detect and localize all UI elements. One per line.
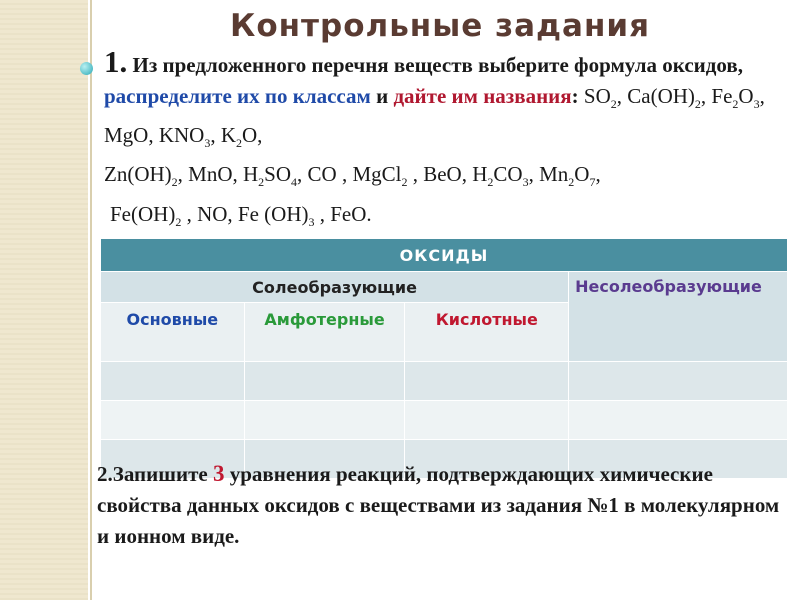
table-cell[interactable] bbox=[101, 401, 245, 440]
formula-line-1: $SO_2$, $Ca(OH)_2$, $Fe_2O_3$, MgO, $KNO_3$, $K_2O$, bbox=[104, 84, 765, 151]
table-cell[interactable] bbox=[244, 362, 405, 401]
table-header-salt-forming: Солеобразующие bbox=[101, 272, 569, 303]
formula-line-2: $Zn(OH)_2$, MnO, $H_2SO_4$, CO , MgCl$_2$ , BeO, $H_2CO_3$, $Mn_2O_7$, bbox=[104, 162, 601, 190]
task-1-colon: : bbox=[571, 84, 584, 108]
task-1-highlight-blue: распределите их по классам bbox=[104, 84, 371, 108]
task-1 bbox=[104, 46, 794, 238]
oxides-table bbox=[100, 238, 788, 479]
table-cell[interactable] bbox=[101, 362, 245, 401]
task-2-text-end: уравнения реакций, подтверждающих химические свойства данных оксидов с веществами из задания №1 в молекулярном и ионном виде. bbox=[97, 462, 780, 548]
task-1-text: Из предложенного перечня веществ выберите формула оксидов, bbox=[127, 53, 743, 77]
table-cell[interactable] bbox=[405, 401, 569, 440]
decorative-divider bbox=[90, 0, 92, 600]
task-2-text-start: 2.Запишите bbox=[97, 462, 213, 486]
table-cell[interactable] bbox=[405, 362, 569, 401]
task-1-highlight-red: дайте им названия bbox=[393, 84, 572, 108]
table-row bbox=[101, 401, 788, 440]
task-2-count: 3 bbox=[212, 461, 225, 486]
table-header-non-salt-forming: Несолеобразующие bbox=[569, 272, 788, 362]
bullet-icon bbox=[80, 62, 93, 75]
table-cell[interactable] bbox=[569, 401, 788, 440]
table-header-oxides: ОКСИДЫ bbox=[101, 239, 788, 272]
task-2 bbox=[97, 458, 787, 552]
table-header-basic: Основные bbox=[101, 303, 245, 362]
table-row bbox=[101, 362, 788, 401]
slide-title: Контрольные задания bbox=[229, 8, 651, 44]
task-1-and: и bbox=[370, 84, 394, 108]
task-1-number: 1. bbox=[104, 44, 128, 79]
table-header-amphoteric: Амфотерные bbox=[244, 303, 405, 362]
formula-line-3: $Fe(OH)_2$ , NO, Fe $(OH)_3$ , FeO. bbox=[110, 201, 372, 229]
table-header-acidic: Кислотные bbox=[405, 303, 569, 362]
table-cell[interactable] bbox=[244, 401, 405, 440]
table-cell[interactable] bbox=[569, 362, 788, 401]
decorative-side-band bbox=[0, 0, 88, 600]
